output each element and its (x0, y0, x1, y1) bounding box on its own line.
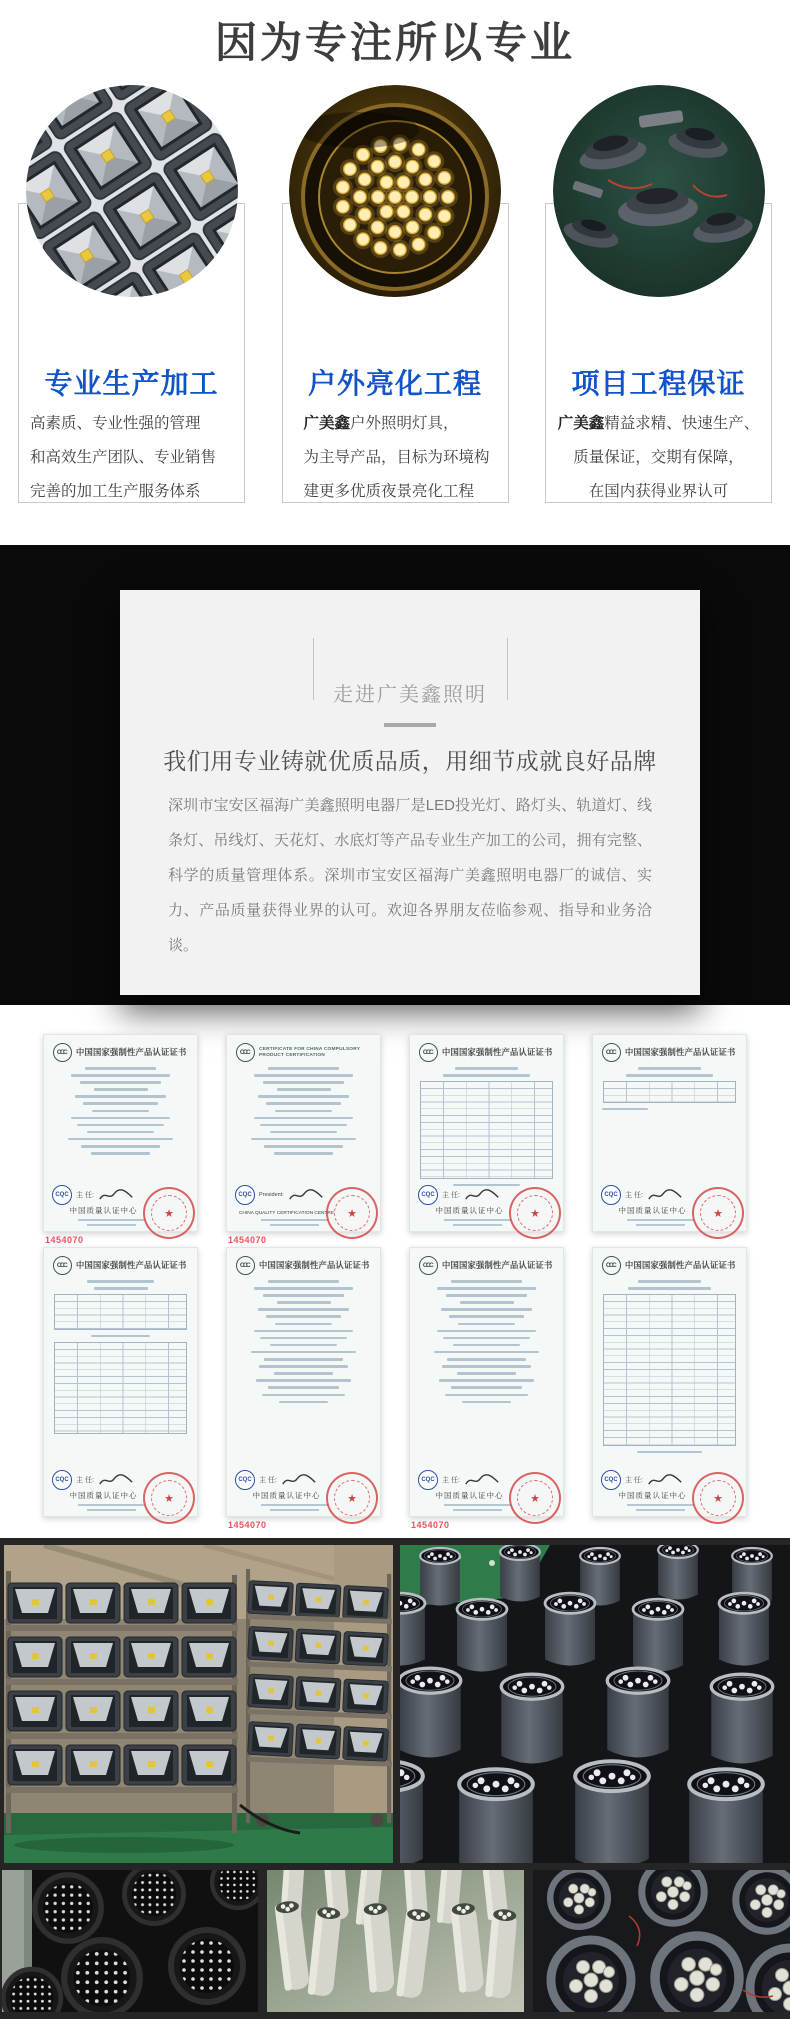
cert-text-line (270, 1131, 338, 1134)
cert-text-line (87, 1280, 155, 1283)
cert-text-line (264, 1145, 342, 1148)
feature-text: 高素质、专业性强的管理 和高效生产团队、专业销售 完善的加工生产服务体系 (30, 415, 217, 500)
certificate (226, 1247, 381, 1530)
cert-text-line (637, 1451, 702, 1454)
issuer-name: 中国质量认证中心 (69, 1206, 138, 1215)
feature-outdoor-lighting (282, 80, 509, 505)
director-label: 主 任: (259, 1477, 277, 1484)
cert-text-line (254, 1117, 354, 1120)
cert-text-line (94, 1287, 148, 1290)
cert-text-line (256, 1379, 351, 1382)
certificate-row-2 (0, 1247, 790, 1530)
cert-text-line (85, 1067, 155, 1070)
cert-text-line (91, 1335, 150, 1338)
cert-header (602, 1043, 737, 1062)
cert-text-line (451, 1280, 521, 1283)
director-label: 主 任: (625, 1192, 643, 1199)
cert-text-line (68, 1138, 173, 1141)
cert-text-line (270, 1344, 338, 1347)
feature-heading: 户外亮化工程 (307, 368, 482, 399)
cert-text-line (266, 1315, 342, 1318)
cert-table (420, 1081, 553, 1179)
signature (98, 1473, 134, 1488)
hero-section (0, 0, 790, 80)
cert-text-line (94, 1088, 148, 1091)
ccc-logo: CCC (419, 1043, 438, 1062)
ccc-logo: CCC (236, 1256, 255, 1275)
floodlight-warehouse-racks-photo (4, 1545, 393, 1863)
led-underwater-light-housings-photo (533, 1870, 790, 2012)
cert-text-line (87, 1131, 155, 1134)
cert-text-line (254, 1330, 354, 1333)
cert-text-line (264, 1358, 342, 1361)
issuer-name: 中国质量认证中心 (618, 1206, 687, 1215)
issuer-name: 中国质量认证中心 (69, 1491, 138, 1500)
about-headline: 我们用专业铸就优质品质，用细节成就良好品牌 (163, 748, 657, 774)
feature-heading: 项目工程保证 (571, 368, 746, 399)
cert-title: 中国国家强制性产品认证证书 (76, 1046, 187, 1057)
cert-table (54, 1342, 187, 1434)
director-label: 主 任: (442, 1477, 460, 1484)
cert-text-line (259, 1365, 348, 1368)
issuer-name: CHINA QUALITY CERTIFICATION CENTRE (238, 1211, 335, 1216)
floodlight-grid-photo (26, 85, 238, 297)
cert-text-line (449, 1315, 525, 1318)
feature-heading: 专业生产加工 (44, 368, 219, 399)
features-section (0, 80, 790, 505)
cert-text-line (258, 1095, 350, 1098)
cert-text-line (437, 1287, 537, 1290)
issuer-website-line (270, 1509, 319, 1511)
cert-text-line (260, 1124, 346, 1127)
cert-title: CERTIFICATE FOR CHINA COMPULSORY PRODUCT CERTIFICATION (259, 1046, 361, 1058)
issuer-address-line (444, 1504, 511, 1506)
red-seal-stamp: ★ (509, 1187, 561, 1239)
factory-assembly-photo (553, 85, 765, 297)
cert-header (419, 1043, 554, 1062)
cert-header (236, 1043, 371, 1062)
certificate (43, 1034, 198, 1245)
page-title: 因为专注所以专业 (214, 19, 575, 66)
certificate (43, 1247, 198, 1517)
cert-text-line (71, 1074, 171, 1077)
signature (98, 1188, 134, 1203)
signature (464, 1188, 500, 1203)
issuer-website-line (87, 1509, 136, 1511)
issuer-address-line (627, 1219, 694, 1221)
cert-text-line (75, 1095, 167, 1098)
cert-text-line (279, 1401, 328, 1404)
about-section (0, 545, 790, 1005)
issuer-website-line (87, 1224, 136, 1226)
cert-text-line (266, 1102, 342, 1105)
cert-text-line (260, 1337, 346, 1340)
cert-text-line (274, 1152, 333, 1155)
cert-title: 中国国家强制性产品认证证书 (625, 1046, 736, 1057)
issuer-address-line (627, 1504, 694, 1506)
issuer-address-line (444, 1219, 511, 1221)
photo-row-1 (4, 1545, 790, 1863)
warm-led-fixture-photo (289, 85, 501, 297)
issuer-address-line (78, 1219, 145, 1221)
cert-text-line (254, 1287, 354, 1290)
about-card (120, 590, 700, 995)
cert-text-line (258, 1308, 350, 1311)
cert-text-line (277, 1301, 331, 1304)
issuer-website-line (453, 1224, 502, 1226)
signature (288, 1188, 324, 1203)
cert-text-line (274, 1372, 333, 1375)
cert-text-line (275, 1110, 332, 1113)
cert-text-line (251, 1138, 356, 1141)
certificate (592, 1247, 747, 1517)
cert-header (419, 1256, 554, 1275)
cert-serial-number: 1454070 (228, 1520, 267, 1530)
feature-project-guarantee (545, 80, 772, 505)
about-tagline: 走进广美鑫照明 (333, 684, 487, 706)
cert-text-line (439, 1379, 534, 1382)
cert-text-line (460, 1301, 514, 1304)
issuer-name: 中国质量认证中心 (435, 1206, 504, 1215)
certificate (409, 1034, 564, 1232)
cert-text-line (277, 1088, 331, 1091)
cert-serial-number: 1454070 (411, 1520, 450, 1530)
cert-table (603, 1081, 736, 1103)
factory-photos-section (0, 1538, 790, 2019)
feature-text: 广美鑫精益求精、快速生产、 质量保证，交期有保障， 在国内获得业界认可 (557, 415, 760, 500)
red-seal-stamp: ★ (326, 1187, 378, 1239)
cert-text-line (268, 1280, 338, 1283)
certificate (226, 1034, 381, 1245)
cqc-logo: CQC (601, 1470, 621, 1490)
feature-production (18, 80, 245, 505)
ccc-logo: CCC (602, 1256, 621, 1275)
director-label: 主 任: (76, 1192, 94, 1199)
cert-text-line (91, 1152, 150, 1155)
cert-title: 中国国家强制性产品认证证书 (442, 1046, 553, 1057)
cert-text-line (446, 1294, 527, 1297)
cert-text-line (251, 1351, 356, 1354)
issuer-website-line (453, 1509, 502, 1511)
cert-text-line (441, 1308, 533, 1311)
cert-text-line (447, 1358, 525, 1361)
cert-text-line (443, 1337, 529, 1340)
cqc-logo: CQC (235, 1185, 255, 1205)
signature (464, 1473, 500, 1488)
cert-text-line (263, 1081, 344, 1084)
ccc-logo: CCC (53, 1043, 72, 1062)
red-seal-stamp: ★ (692, 1187, 744, 1239)
cert-text-line (77, 1124, 163, 1127)
cert-header (53, 1256, 188, 1275)
cert-text-line (92, 1110, 149, 1113)
issuer-name: 中国质量认证中心 (252, 1491, 321, 1500)
cert-text-line (80, 1081, 161, 1084)
cert-text-line (268, 1386, 338, 1389)
cert-text-line (457, 1372, 516, 1375)
cert-text-line (83, 1102, 159, 1105)
led-downlight-housings-photo (400, 1545, 790, 1863)
issuer-address-line (261, 1504, 328, 1506)
signature (647, 1188, 683, 1203)
cert-header (53, 1043, 188, 1062)
cert-text-line (254, 1074, 354, 1077)
cqc-logo: CQC (601, 1185, 621, 1205)
signature (281, 1473, 317, 1488)
cert-table (603, 1294, 736, 1446)
director-label: President: (259, 1192, 284, 1198)
red-seal-stamp: ★ (143, 1472, 195, 1524)
cert-text-line (602, 1108, 648, 1111)
decorative-line-left (313, 638, 314, 700)
cert-text-line (626, 1074, 712, 1077)
led-par-lights-photo (2, 1870, 258, 2012)
red-seal-stamp: ★ (326, 1472, 378, 1524)
cert-text-line (443, 1074, 529, 1077)
ccc-logo: CCC (53, 1256, 72, 1275)
about-tagline-row (120, 590, 700, 707)
cert-table (54, 1294, 187, 1330)
red-seal-stamp: ★ (143, 1187, 195, 1239)
signature (647, 1473, 683, 1488)
cert-title: 中国国家强制性产品认证证书 (442, 1259, 553, 1270)
cqc-logo: CQC (52, 1470, 72, 1490)
cert-text-line (268, 1067, 338, 1070)
certificate (409, 1247, 564, 1530)
red-seal-stamp: ★ (692, 1472, 744, 1524)
director-label: 主 任: (76, 1477, 94, 1484)
cert-text-line (445, 1394, 529, 1397)
cert-text-line (462, 1401, 511, 1404)
cert-serial-number: 1454070 (45, 1235, 84, 1245)
cert-text-line (81, 1145, 159, 1148)
ccc-logo: CCC (602, 1043, 621, 1062)
cert-text-line (442, 1365, 531, 1368)
cert-header (236, 1256, 371, 1275)
cert-text-line (451, 1386, 521, 1389)
issuer-website-line (636, 1509, 685, 1511)
certificate (592, 1034, 747, 1232)
certificates-section (0, 1005, 790, 1538)
issuer-name: 中国质量认证中心 (435, 1491, 504, 1500)
cert-text-line (437, 1330, 537, 1333)
issuer-website-line (636, 1224, 685, 1226)
issuer-name: 中国质量认证中心 (618, 1491, 687, 1500)
cqc-logo: CQC (52, 1185, 72, 1205)
ccc-logo: CCC (236, 1043, 255, 1062)
cert-serial-number: 1454070 (228, 1235, 267, 1245)
director-label: 主 任: (625, 1477, 643, 1484)
about-body: 深圳市宝安区福海广美鑫照明电器厂是LED投光灯、路灯头、轨道灯、线条灯、吊线灯、天花灯、水底灯等产品专业生产加工的公司，拥有完整、科学的质量管理体系。深圳市宝安区福海广美鑫照明电器厂的诚信、实力、产品质量获得业界的认可。欢迎各界朋友莅临参观、指导和业务洽谈。 (168, 797, 652, 954)
issuer-website-line (270, 1224, 319, 1226)
cqc-logo: CQC (235, 1470, 255, 1490)
cert-text-line (458, 1323, 515, 1326)
red-seal-stamp: ★ (509, 1472, 561, 1524)
cert-text-line (434, 1351, 539, 1354)
ccc-logo: CCC (419, 1256, 438, 1275)
cert-text-line (453, 1344, 521, 1347)
cert-text-line (455, 1067, 517, 1070)
cert-text-line (628, 1287, 712, 1290)
cqc-logo: CQC (418, 1185, 438, 1205)
cert-text-line (262, 1394, 346, 1397)
cert-text-line (638, 1280, 700, 1283)
issuer-address-line (261, 1219, 328, 1221)
led-wall-washer-tubes-photo (267, 1870, 524, 2012)
divider-bar (384, 723, 436, 727)
cqc-logo: CQC (418, 1470, 438, 1490)
cert-title: 中国国家强制性产品认证证书 (76, 1259, 187, 1270)
cert-title: 中国国家强制性产品认证证书 (625, 1259, 736, 1270)
cert-text-line (263, 1294, 344, 1297)
feature-text: 广美鑫户外照明灯具， 为主导产品，目标为环境构 建更多优质夜景亮化工程 (303, 415, 490, 500)
cert-text-line (638, 1067, 700, 1070)
issuer-address-line (78, 1504, 145, 1506)
photo-row-2 (2, 1870, 790, 2012)
certificate-row-1 (0, 1034, 790, 1245)
decorative-line-right (507, 638, 508, 700)
cert-text-line (275, 1323, 332, 1326)
director-label: 主 任: (442, 1192, 460, 1199)
cert-title: 中国国家强制性产品认证证书 (259, 1259, 370, 1270)
cert-text-line (71, 1117, 171, 1120)
cert-header (602, 1256, 737, 1275)
